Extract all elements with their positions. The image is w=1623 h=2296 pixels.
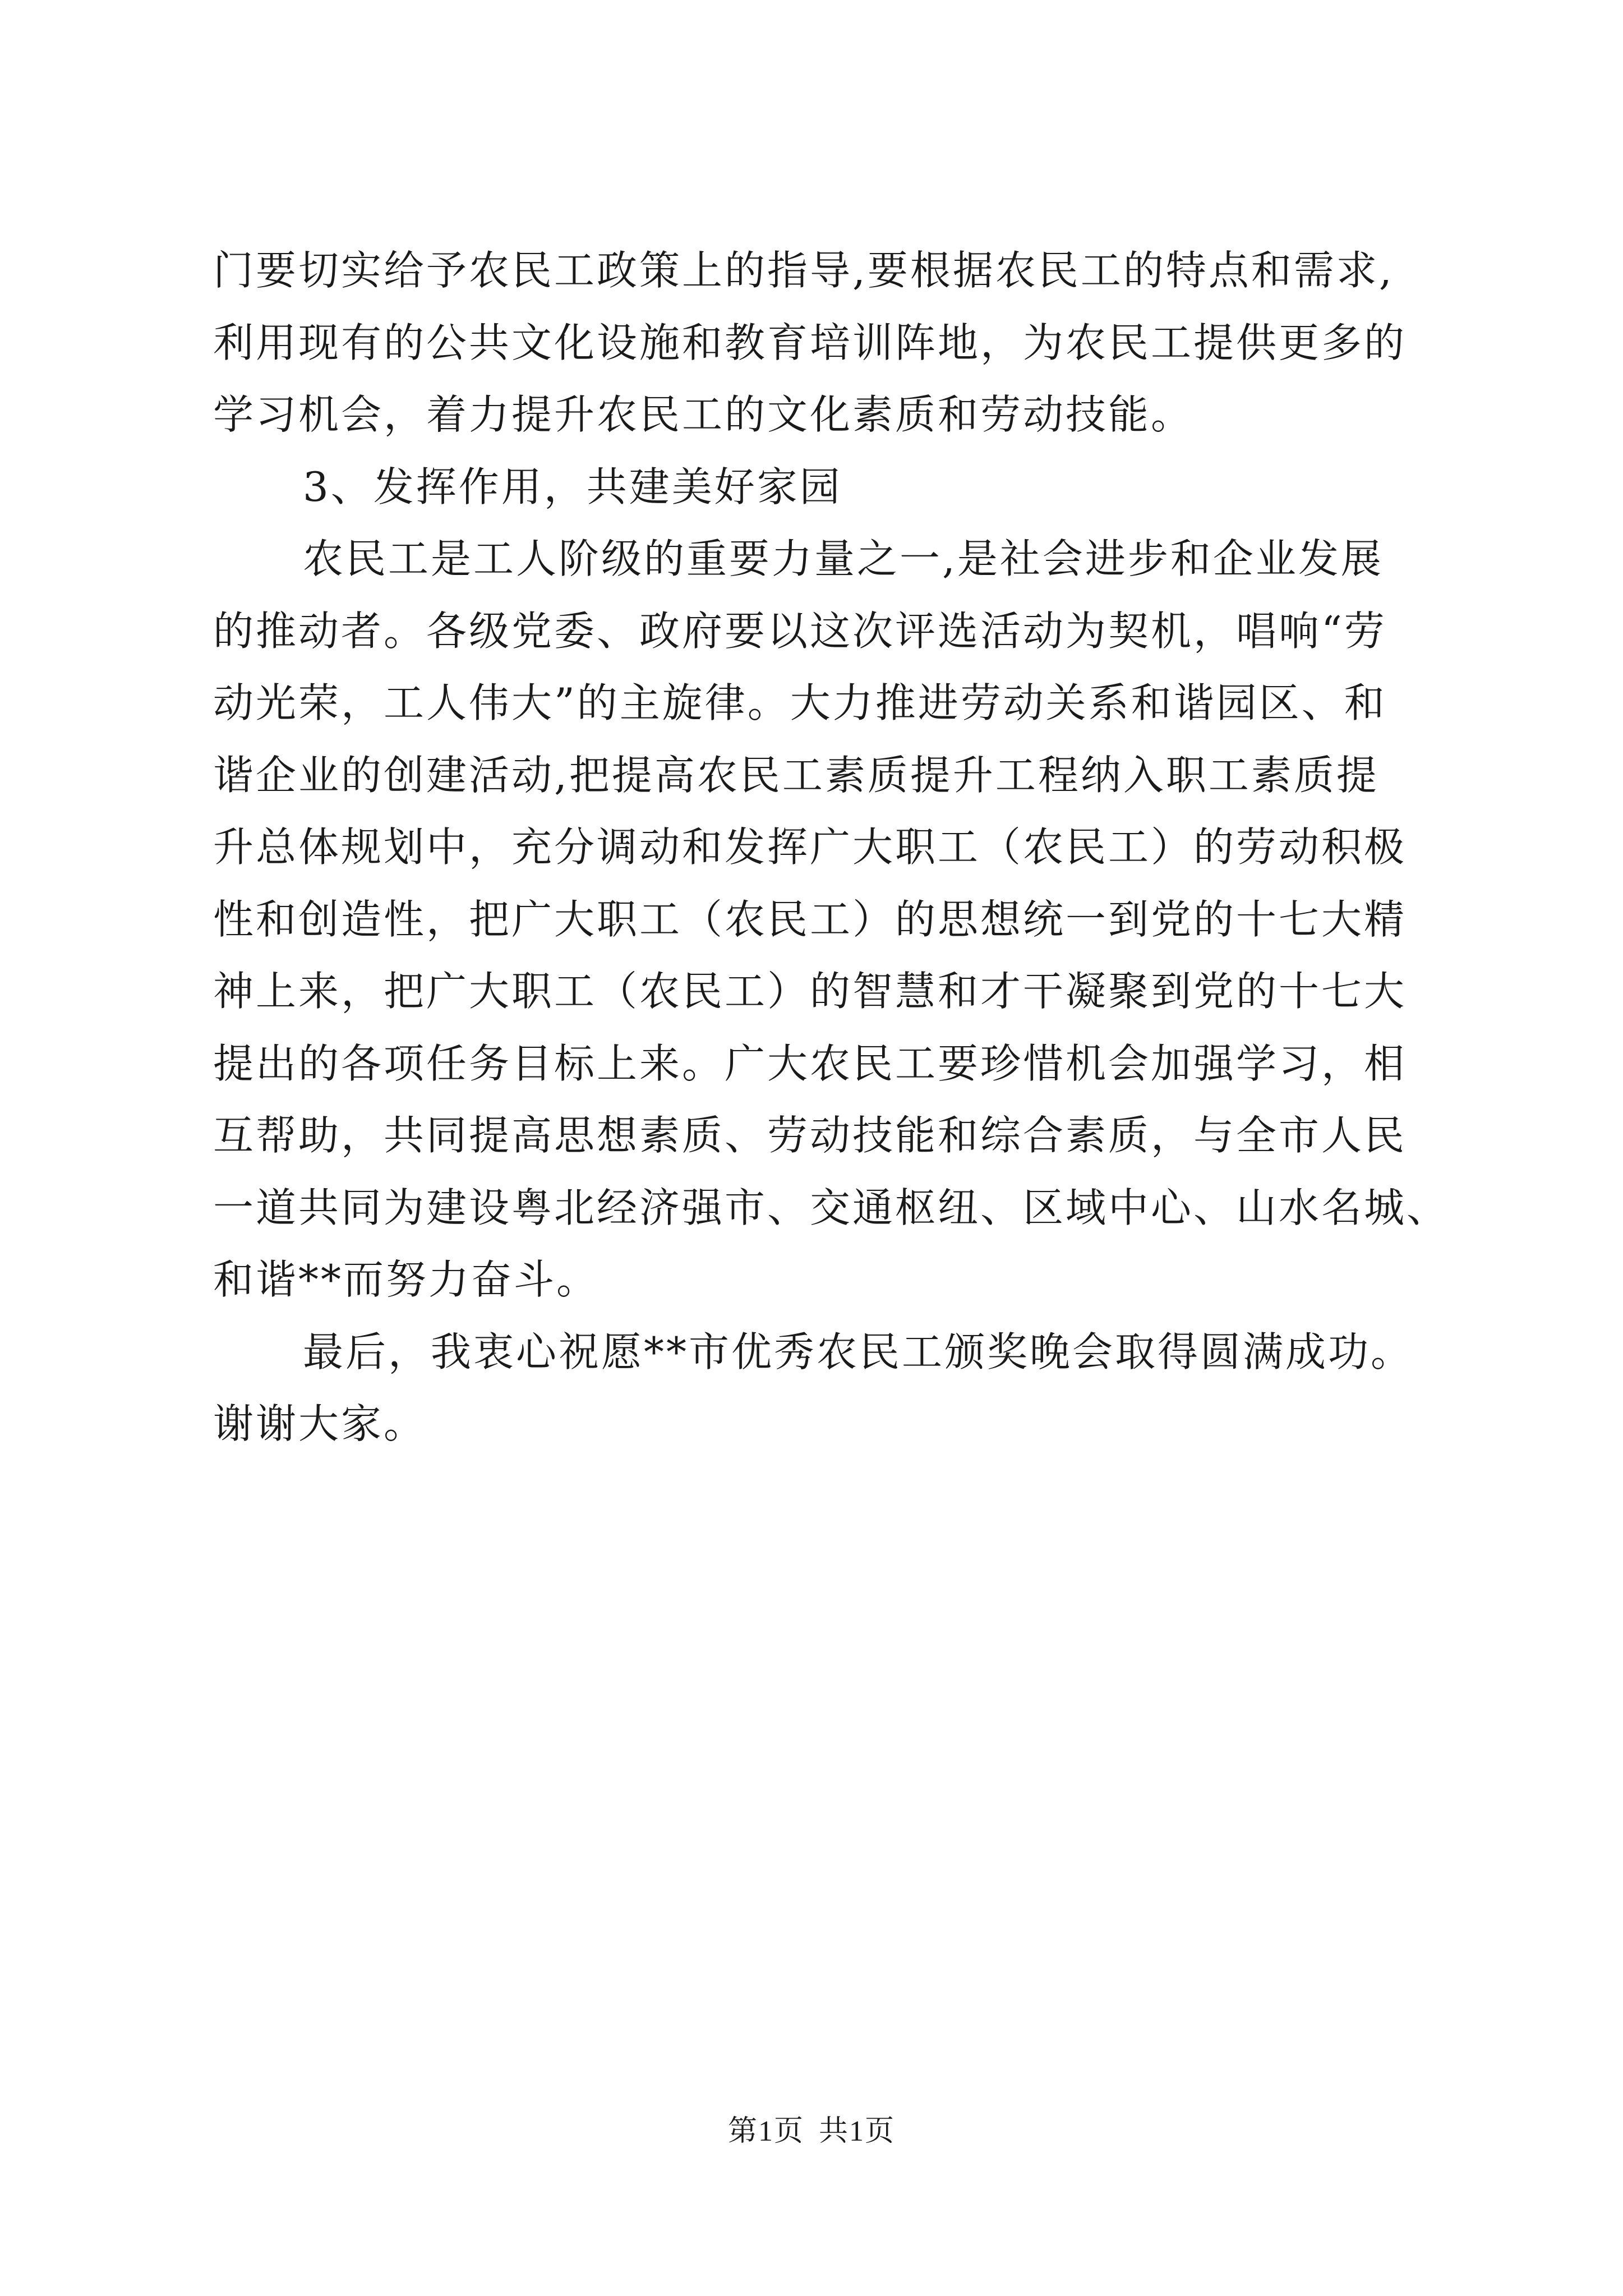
document-body xyxy=(213,234,1469,1460)
text-line: 学习机会，着力提升农民工的文化素质和劳动技能。 xyxy=(213,391,1194,438)
text-line: 门要切实给予农民工政策上的指导,要根据农民工的特点和需求, xyxy=(213,247,1394,294)
section-heading: 3、发挥作用，共建美好家园 xyxy=(303,463,842,510)
text-line: 利用现有的公共文化设施和教育培训阵地，为农民工提供更多的 xyxy=(213,319,1407,366)
text-line: 一道共同为建设粤北经济强市、交通枢纽、区域中心、山水名城、 xyxy=(213,1184,1450,1231)
page-footer xyxy=(0,2112,1623,2151)
text-line: 提出的各项任务目标上来。广大农民工要珍惜机会加强学习，相 xyxy=(213,1039,1407,1087)
text-line: 和谐**而努力奋斗。 xyxy=(213,1256,600,1303)
page-total: 共1页 xyxy=(819,2115,896,2147)
text-line: 的推动者。各级党委、政府要以这次评选活动为契机，唱响“劳 xyxy=(213,607,1387,655)
text-line: 谢谢大家。 xyxy=(213,1400,427,1447)
text-line: 最后，我衷心祝愿**市优秀农民工颁奖晚会取得圆满成功。 xyxy=(303,1328,1414,1375)
text-line: 升总体规划中，充分调动和发挥广大职工（农民工）的劳动积极 xyxy=(213,823,1407,871)
text-line: 农民工是工人阶级的重要力量之一,是社会进步和企业发展 xyxy=(303,535,1384,582)
text-line: 性和创造性，把广大职工（农民工）的思想统一到党的十七大精 xyxy=(213,895,1407,943)
text-line: 神上来，把广大职工（农民工）的智慧和才干凝聚到党的十七大 xyxy=(213,968,1407,1015)
text-line: 谐企业的创建活动,把提高农民工素质提升工程纳入职工素质提 xyxy=(213,751,1379,799)
text-line: 互帮助，共同提高思想素质、劳动技能和综合素质，与全市人民 xyxy=(213,1112,1407,1159)
text-line: 动光荣，工人伟大”的主旋律。大力推进劳动关系和谐园区、和 xyxy=(213,679,1387,726)
page-number: 第1页 xyxy=(727,2115,804,2147)
